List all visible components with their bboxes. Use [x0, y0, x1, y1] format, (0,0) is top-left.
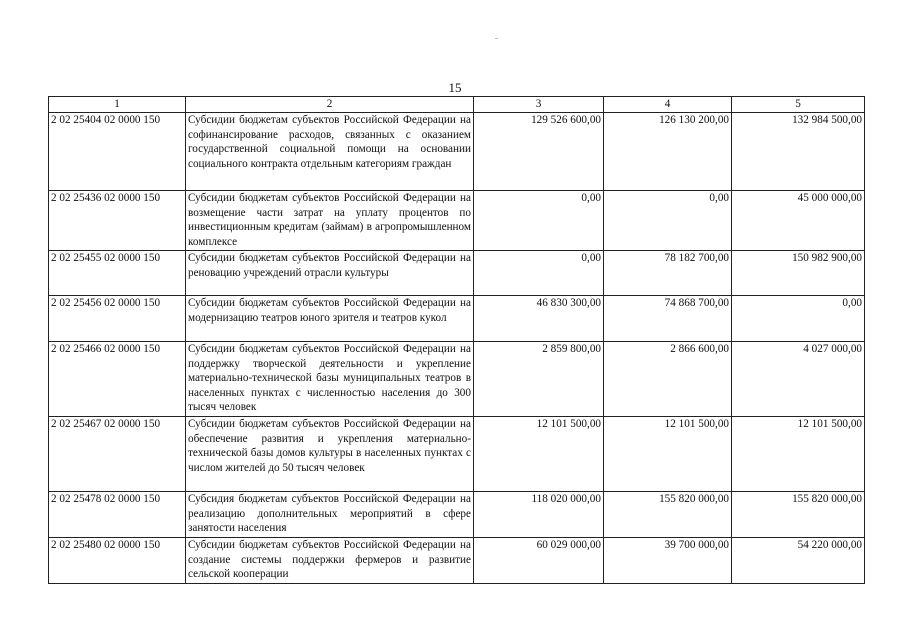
amount-year-1: 12 101 500,00	[474, 417, 604, 492]
amount-year-3: 155 820 000,00	[732, 492, 865, 538]
amount-year-1: 129 526 600,00	[474, 113, 604, 191]
amount-year-3: 150 982 900,00	[732, 251, 865, 296]
amount-year-1: 60 029 000,00	[474, 538, 604, 584]
amount-year-1: 0,00	[474, 251, 604, 296]
budget-description: Субсидии бюджетам субъектов Российской Федерации на модернизацию театров юного зрителя и театров кукол	[186, 296, 474, 342]
amount-year-3: 45 000 000,00	[732, 191, 865, 251]
table-row	[49, 417, 865, 492]
budget-description: Субсидии бюджетам субъектов Российской Федерации на обеспечение развития и укрепления материально-технической базы домов культуры в населенных пунктах с числом жителей до 50 тысяч человек	[186, 417, 474, 492]
budget-description: Субсидии бюджетам субъектов Российской Федерации на возмещение части затрат на уплату процентов по инвестиционным кредитам (займам) в агропромышленном комплексе	[186, 191, 474, 251]
budget-table	[48, 96, 865, 584]
amount-year-2: 126 130 200,00	[604, 113, 732, 191]
budget-code: 2 02 25404 02 0000 150	[49, 113, 186, 191]
amount-year-2: 2 866 600,00	[604, 342, 732, 417]
amount-year-2: 12 101 500,00	[604, 417, 732, 492]
budget-description: Субсидии бюджетам субъектов Российской Федерации на создание системы поддержки фермеров и развитие сельской кооперации	[186, 538, 474, 584]
amount-year-1: 2 859 800,00	[474, 342, 604, 417]
budget-code: 2 02 25455 02 0000 150	[49, 251, 186, 296]
column-header-code: 1	[49, 97, 186, 113]
scan-mark	[495, 38, 498, 39]
budget-description: Субсидии бюджетам субъектов Российской Федерации на софинансирование расходов, связанных с оказанием государственной социальной помощи на основании социального контракта отдельным категориям граждан	[186, 113, 474, 191]
table-row	[49, 296, 865, 342]
table-row	[49, 113, 865, 191]
table-row	[49, 538, 865, 584]
column-header-amount-3: 5	[732, 97, 865, 113]
budget-code: 2 02 25436 02 0000 150	[49, 191, 186, 251]
amount-year-1: 46 830 300,00	[474, 296, 604, 342]
column-header-amount-2: 4	[604, 97, 732, 113]
budget-description: Субсидии бюджетам субъектов Российской Федерации на реновацию учреждений отрасли культуры	[186, 251, 474, 296]
budget-code: 2 02 25480 02 0000 150	[49, 538, 186, 584]
amount-year-3: 54 220 000,00	[732, 538, 865, 584]
table-row	[49, 492, 865, 538]
budget-description: Субсидии бюджетам субъектов Российской Федерации на поддержку творческой деятельности и укрепление материально-технической базы муниципальных театров в населенных пунктах с численностью населения до 300 тысяч человек	[186, 342, 474, 417]
budget-code: 2 02 25456 02 0000 150	[49, 296, 186, 342]
budget-code: 2 02 25466 02 0000 150	[49, 342, 186, 417]
amount-year-2: 78 182 700,00	[604, 251, 732, 296]
column-header-description: 2	[186, 97, 474, 113]
amount-year-2: 39 700 000,00	[604, 538, 732, 584]
amount-year-2: 155 820 000,00	[604, 492, 732, 538]
amount-year-3: 132 984 500,00	[732, 113, 865, 191]
amount-year-1: 0,00	[474, 191, 604, 251]
table-header-row	[49, 97, 865, 113]
table-row	[49, 342, 865, 417]
budget-code: 2 02 25467 02 0000 150	[49, 417, 186, 492]
amount-year-3: 4 027 000,00	[732, 342, 865, 417]
amount-year-2: 0,00	[604, 191, 732, 251]
table-row	[49, 191, 865, 251]
page-number: 15	[448, 80, 462, 95]
amount-year-1: 118 020 000,00	[474, 492, 604, 538]
amount-year-2: 74 868 700,00	[604, 296, 732, 342]
amount-year-3: 0,00	[732, 296, 865, 342]
amount-year-3: 12 101 500,00	[732, 417, 865, 492]
budget-code: 2 02 25478 02 0000 150	[49, 492, 186, 538]
table-row	[49, 251, 865, 296]
column-header-amount-1: 3	[474, 97, 604, 113]
budget-description: Субсидия бюджетам субъектов Российской Федерации на реализацию дополнительных мероприятий в сфере занятости населения	[186, 492, 474, 538]
